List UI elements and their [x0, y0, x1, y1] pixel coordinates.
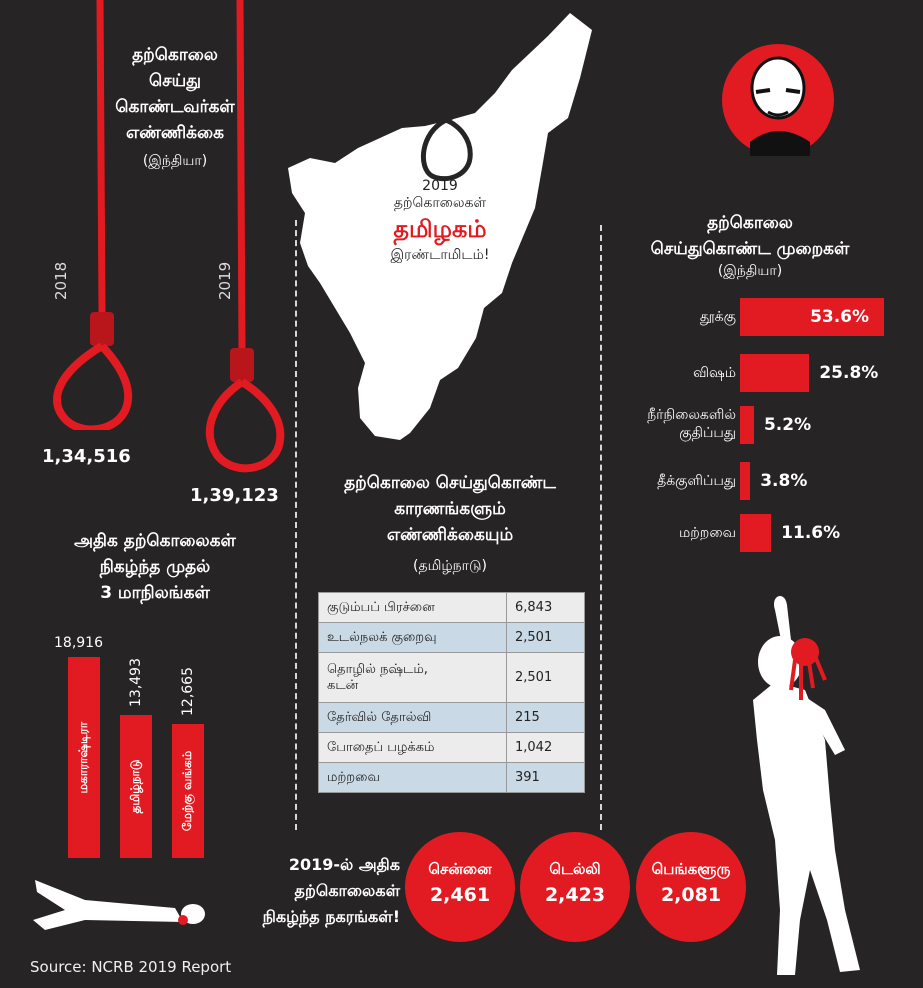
cities-title-line: 2019-ல் அதிக [288, 855, 400, 874]
method-bar [740, 354, 809, 392]
cities-title [200, 852, 400, 930]
noose-2018-icon [30, 0, 140, 430]
method-value: 5.2% [763, 415, 812, 435]
top-states-title-line: அதிக தற்கொலைகள் [74, 531, 236, 551]
state-bar-label: மேற்கு வங்கம் [180, 750, 194, 832]
state-bar-label: தமிழ்நாடு [128, 759, 142, 814]
state-bar [172, 724, 204, 858]
tn-map-rank: இரண்டாமிடம்! [390, 247, 490, 263]
tn-map-line1: தற்கொலைகள் [393, 195, 487, 211]
cities-title-line: நிகழ்ந்த நகரங்கள்! [262, 907, 400, 926]
hanging-person-icon [735, 590, 885, 980]
reason-value: 2,501 [507, 653, 585, 703]
city-delhi [520, 832, 630, 942]
reason-row [319, 763, 585, 793]
reason-label: போதைப் பழக்கம் [319, 733, 507, 763]
state-bar-label: மகாராஷ்டிரா [76, 721, 90, 794]
tn-map-state: தமிழகம் [393, 215, 487, 243]
method-row [600, 514, 900, 554]
method-value: 53.6% [810, 307, 870, 327]
methods-title-line: தற்கொலை [707, 213, 793, 233]
method-label: விஷம் [693, 365, 736, 381]
reason-row [319, 653, 585, 703]
methods-title-line: செய்துகொண்ட முறைகள் [650, 239, 850, 259]
city-value: 2,081 [660, 884, 722, 906]
top-states-title [30, 528, 280, 606]
reason-value: 391 [507, 763, 585, 793]
city-name: சென்னை [428, 860, 492, 878]
reason-row [319, 703, 585, 733]
reasons-subtitle: (தமிழ்நாடு) [413, 558, 487, 574]
city-name: டெல்லி [549, 860, 601, 878]
method-value: 3.8% [760, 471, 808, 491]
india-count-subtitle: (இந்தியா) [142, 153, 208, 169]
reason-value: 2,501 [507, 623, 585, 653]
reason-row [319, 733, 585, 763]
city-value: 2,423 [544, 884, 606, 906]
reason-label: மற்றவை [319, 763, 507, 793]
reasons-table [318, 592, 585, 793]
india-count-title-line: எண்ணிக்கை [125, 123, 224, 143]
reason-value: 215 [507, 703, 585, 733]
method-label: மற்றவை [679, 525, 736, 541]
state-bar [120, 715, 152, 858]
method-bar [740, 462, 750, 500]
value-2018: 1,34,516 [42, 446, 131, 467]
reasons-title [300, 470, 600, 548]
method-row [600, 462, 900, 502]
method-bar [740, 514, 771, 552]
method-row [600, 354, 900, 394]
city-value: 2,461 [429, 884, 491, 906]
reasons-title-line: தற்கொலை செய்துகொண்ட [344, 473, 556, 493]
city-chennai [405, 832, 515, 942]
reasons-title-line: காரணங்களும் [394, 499, 506, 519]
method-label: நீர்நிலைகளில் குதிப்பது [647, 407, 736, 441]
reason-row [319, 623, 585, 653]
top-states-title-line: நிகழ்ந்த முதல் [99, 557, 211, 577]
state-bar-value: 13,493 [128, 657, 144, 707]
tn-map-text [365, 178, 515, 264]
method-label: தூக்கு [699, 309, 736, 325]
reason-label: தொழில் நஷ்டம், கடன் [319, 653, 507, 703]
caricature-logo-icon [720, 42, 836, 158]
year-2018-label: 2018 [52, 261, 70, 300]
method-label: தீக்குளிப்பது [657, 473, 736, 489]
top-states-title-line: 3 மாநிலங்கள் [100, 583, 210, 603]
lying-person-icon [25, 870, 205, 940]
india-count-title-line: செய்து [149, 71, 201, 91]
methods-subtitle: (இந்தியா) [717, 263, 783, 279]
reason-value: 1,042 [507, 733, 585, 763]
method-row [600, 406, 900, 446]
reason-label: குடும்பப் பிரச்னை [319, 593, 507, 623]
method-bar [740, 406, 754, 444]
methods-title [610, 210, 890, 262]
reason-row [319, 593, 585, 623]
method-row [600, 298, 900, 338]
state-bar [68, 657, 100, 858]
reason-label: தேர்வில் தோல்வி [319, 703, 507, 733]
method-value: 25.8% [819, 363, 879, 383]
state-bar-value: 18,916 [54, 635, 103, 652]
reasons-title-line: எண்ணிக்கையும் [386, 525, 514, 545]
source-note: Source: NCRB 2019 Report [30, 958, 232, 976]
city-name: பெங்களூரு [651, 860, 731, 878]
tn-map-year: 2019 [422, 178, 458, 194]
city-bengaluru [636, 832, 746, 942]
india-count-title-line: கொண்டவர்கள் [115, 97, 235, 117]
reason-label: உடல்நலக் குறைவு [319, 623, 507, 653]
cities-title-line: தற்கொலைகள் [294, 881, 400, 900]
india-count-title-line: தற்கொலை [132, 45, 218, 65]
method-value: 11.6% [781, 523, 841, 543]
reason-value: 6,843 [507, 593, 585, 623]
state-bar-value: 12,665 [180, 666, 196, 716]
year-2019-label: 2019 [216, 261, 234, 300]
value-2019: 1,39,123 [190, 485, 279, 506]
